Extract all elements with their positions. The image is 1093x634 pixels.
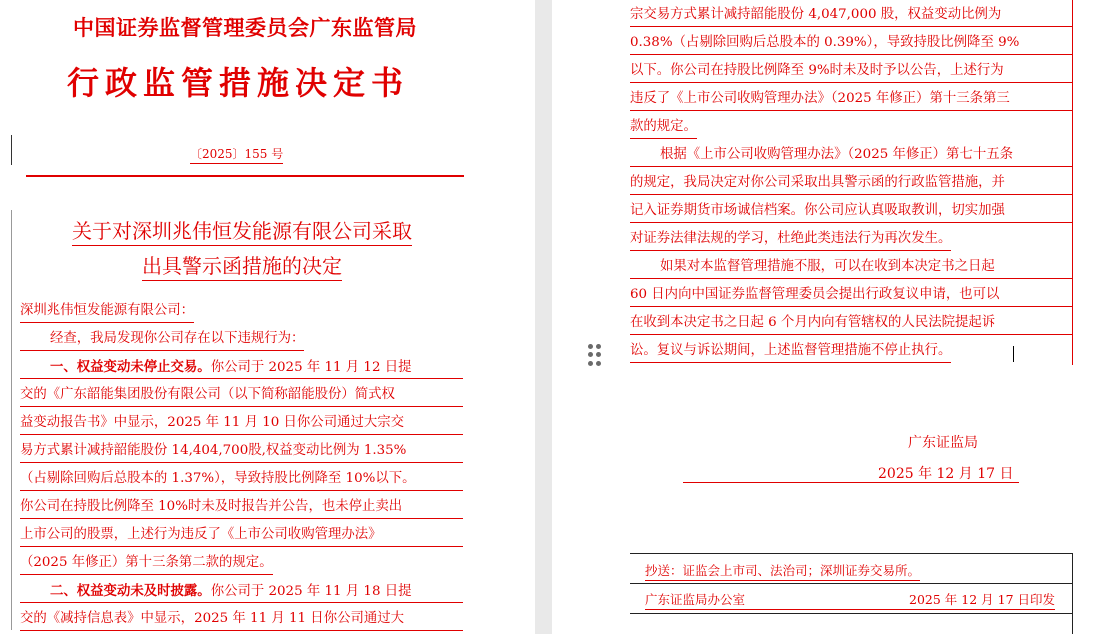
body-line: （2025 年修正）第十三条第二款的规定。 [20,552,273,575]
body-line: 对证券法律法规的学习，杜绝此类违法行为再次发生。 [630,228,951,251]
red-header-rule [26,175,464,177]
footer-rule-top [630,553,1072,554]
body-line: 你公司在持股比例降至 10%时未及时报告并公告，也未停止卖出 [20,496,463,519]
body-line: 款的规定。 [630,116,697,139]
body-line: 交的《广东韶能集团股份有限公司（以下简称韶能股份）简式权 [20,384,463,407]
print-date: 2025 年 12 月 17 日印发 [909,592,1055,607]
body-line: 0.38%（占剔除回购后总股本的 0.39%），导致持股比例降至 9% [630,32,1073,55]
text-cursor [1013,346,1014,362]
issuing-office-line [645,590,1055,610]
issuing-office: 广东证监局办公室 [645,592,746,607]
decision-title-line-1: 关于对深圳兆伟恒发能源有限公司采取 [22,215,462,244]
signature-date: 2025 年 12 月 17 日 [878,466,1014,482]
document-number: 〔2025〕155 号 [190,145,283,164]
body-line: 一、权益变动未停止交易。你公司于 2025 年 11 月 12 日提 [20,356,463,379]
cc-line: 抄送：证监会上市司、法治司；深圳证券交易所。 [645,561,920,581]
body-line: 经查，我局发现你公司存在以下违规行为： [20,328,304,351]
drag-handle-icon[interactable] [588,344,600,366]
body-line: 益变动报告书》中显示，2025 年 11 月 10 日你公司通过大宗交 [20,412,463,435]
footer-right-rule [1072,553,1073,634]
body-line: 记入证券期货市场诚信档案。你公司应认真吸取教训，切实加强 [630,200,1073,223]
issuing-org-title: 中国证券监督管理委员会广东监管局 [73,15,417,40]
addressee: 深圳兆伟恒发能源有限公司： [20,300,194,323]
body-line: 二、权益变动未及时披露。你公司于 2025 年 11 月 18 日提 [20,580,463,603]
body-line: 违反了《上市公司收购管理办法》（2025 年修正）第十三条第三 [630,88,1073,111]
body-line: 在收到本决定书之日起 6 个月内向有管辖权的人民法院提起诉 [630,312,1073,335]
body-line: 以下。你公司在持股比例降至 9%时未及时予以公告，上述行为 [630,60,1073,83]
body-line: 如果对本监督管理措施不服，可以在收到本决定书之日起 [630,256,1073,279]
body-line: 易方式累计减持韶能股份 14,404,700股,权益变动比例为 1.35% [20,440,463,463]
decision-title-line-2: 出具警示函措施的决定 [22,250,462,279]
body-line: 讼。复议与诉讼期间，上述监督管理措施不停止执行。 [630,340,951,363]
body-line: 根据《上市公司收购管理办法》（2025 年修正）第七十五条 [630,144,1073,167]
body-line: 宗交易方式累计减持韶能股份 4,047,000 股，权益变动比例为 [630,4,1073,27]
body-line: 的规定，我局决定对你公司采取出具警示函的行政监管措施，并 [630,172,1073,195]
margin-marker [11,210,12,630]
footer-rule-middle [630,583,1072,584]
footer-rule-bottom [630,613,1072,614]
page-left[interactable] [0,0,535,634]
text-cursor [11,135,12,165]
body-line: 上市公司的股票，上述行为违反了《上市公司收购管理办法》 [20,524,463,547]
signature-rule [683,482,1019,483]
signature-org: 广东证监局 [908,435,978,451]
body-line: （占剔除回购后总股本的 1.37%），导致持股比例降至 10%以下。 [20,468,463,491]
document-title: 行政监管措施决定书 [66,64,409,102]
body-line: 交的《减持信息表》中显示，2025 年 11 月 11 日你公司通过大 [20,608,463,631]
body-line: 60 日内向中国证券监督管理委员会提出行政复议申请，也可以 [630,284,1073,307]
